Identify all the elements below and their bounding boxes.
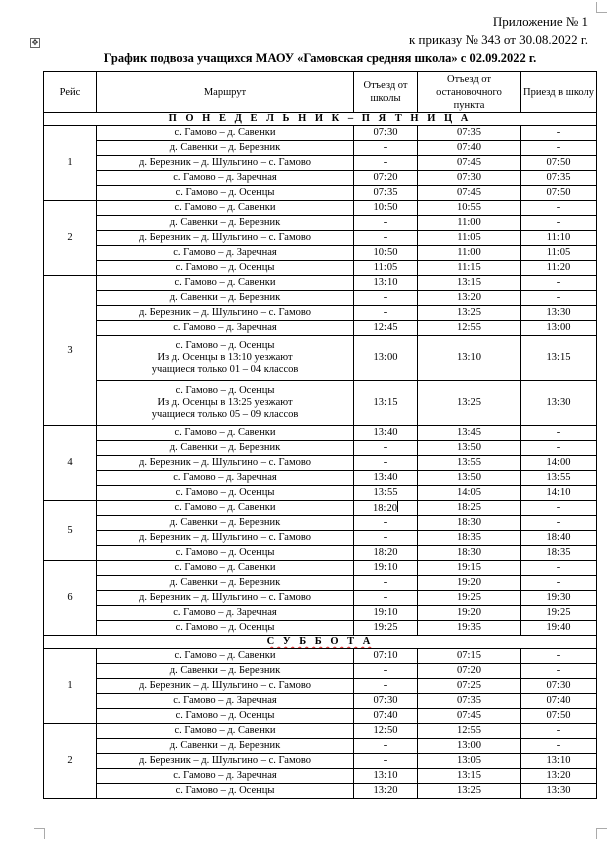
depart-school-cell[interactable]: 10:50 [354,246,418,261]
depart-stop-cell[interactable]: 07:25 [418,679,521,694]
depart-stop-cell[interactable]: 13:15 [418,276,521,291]
appendix-label: Приложение № 1 [492,14,588,29]
table-row [44,769,597,784]
table-row [44,171,597,186]
route-cell[interactable]: с. Гамово – д. Савенки [97,426,354,441]
route-cell[interactable]: с. Гамово – д. Осенцы [97,784,354,799]
depart-stop-cell[interactable]: 07:35 [418,126,521,141]
table-row [44,156,597,171]
arrive-school-cell[interactable]: 13:30 [521,381,597,426]
arrive-school-cell[interactable]: 07:35 [521,171,597,186]
arrive-school-cell[interactable]: - [521,561,597,576]
table-row [44,426,597,441]
depart-school-cell[interactable]: 13:40 [354,426,418,441]
depart-school-cell[interactable]: 07:40 [354,709,418,724]
depart-school-cell[interactable]: - [354,664,418,679]
route-cell[interactable]: с. Гамово – д. Осенцы [97,546,354,561]
depart-school-cell[interactable]: - [354,531,418,546]
table-row [44,739,597,754]
table-header-row [44,72,597,113]
route-cell[interactable]: д. Савенки – д. Березник [97,664,354,679]
table-row [44,141,597,156]
depart-school-cell[interactable]: 19:25 [354,621,418,636]
arrive-school-cell[interactable]: 07:30 [521,679,597,694]
route-cell[interactable] [97,381,354,426]
depart-stop-cell[interactable]: 07:40 [418,141,521,156]
arrive-school-cell[interactable]: 13:20 [521,769,597,784]
schedule-body [44,113,597,799]
section-label-text: С У Б Б О Т А [266,636,374,647]
trip-number-cell[interactable]: 2 [44,201,97,276]
arrive-school-cell[interactable]: 07:50 [521,186,597,201]
table-row [44,561,597,576]
depart-school-cell[interactable]: 07:30 [354,126,418,141]
depart-stop-cell[interactable]: 19:20 [418,576,521,591]
arrive-school-cell[interactable]: 07:40 [521,694,597,709]
route-cell[interactable]: д. Савенки – д. Березник [97,516,354,531]
depart-stop-cell[interactable]: 12:55 [418,724,521,739]
depart-school-cell[interactable]: - [354,754,418,769]
depart-school-cell[interactable]: - [354,456,418,471]
table-row [44,381,597,426]
route-cell[interactable]: с. Гамово – д. Заречная [97,694,354,709]
arrive-school-cell[interactable]: - [521,664,597,679]
depart-stop-cell[interactable]: 11:00 [418,246,521,261]
table-row [44,606,597,621]
table-row [44,679,597,694]
route-cell[interactable]: с. Гамово – д. Заречная [97,606,354,621]
depart-stop-cell[interactable]: 13:45 [418,426,521,441]
depart-stop-cell[interactable]: 07:35 [418,694,521,709]
trip-number-cell[interactable]: 2 [44,724,97,799]
route-cell[interactable]: д. Савенки – д. Березник [97,441,354,456]
route-cell[interactable]: д. Березник – д. Шульгино – с. Гамово [97,591,354,606]
table-row [44,186,597,201]
arrive-school-cell[interactable]: 13:30 [521,784,597,799]
table-row [44,664,597,679]
column-header-arrive-school[interactable]: Приезд в школу [521,72,597,113]
table-row [44,591,597,606]
column-header-depart-stop[interactable]: Отъезд от остановочного пункта [418,72,521,113]
route-text: с. Гамово – д. Осенцы [175,340,275,351]
route-cell[interactable]: д. Савенки – д. Березник [97,739,354,754]
depart-stop-cell[interactable]: 07:15 [418,649,521,664]
table-row [44,291,597,306]
depart-school-cell[interactable]: - [354,141,418,156]
trip-number-cell[interactable]: 6 [44,561,97,636]
depart-school-cell[interactable]: 18:20 [354,546,418,561]
depart-school-cell[interactable]: - [354,516,418,531]
depart-school-cell[interactable]: 19:10 [354,561,418,576]
arrive-school-cell[interactable]: 13:30 [521,306,597,321]
table-row [44,649,597,664]
text-cursor [397,501,398,512]
route-cell[interactable]: д. Березник – д. Шульгино – с. Гамово [97,231,354,246]
depart-school-cell[interactable]: - [354,306,418,321]
table-row [44,724,597,739]
section-row [44,636,597,649]
depart-school-cell[interactable]: 07:30 [354,694,418,709]
arrive-school-cell[interactable]: - [521,441,597,456]
route-cell[interactable]: с. Гамово – д. Савенки [97,201,354,216]
depart-school-cell[interactable]: 10:50 [354,201,418,216]
table-row [44,709,597,724]
route-note-text: учащиеся только 01 – 04 классов [151,364,299,375]
route-cell[interactable]: с. Гамово – д. Савенки [97,724,354,739]
cell-text: 18:20 [373,503,397,514]
depart-stop-cell[interactable]: 18:35 [418,531,521,546]
depart-school-cell[interactable]: 13:15 [354,381,418,426]
route-cell[interactable]: д. Савенки – д. Березник [97,291,354,306]
arrive-school-cell[interactable]: 19:40 [521,621,597,636]
arrive-school-cell[interactable]: 13:15 [521,336,597,381]
document-title: График подвоза учащихся МАОУ «Гамовская средняя школа» с 02.09.2022 г. [103,51,537,65]
depart-school-cell[interactable] [354,501,418,516]
arrive-school-cell[interactable]: - [521,576,597,591]
depart-stop-cell[interactable]: 11:05 [418,231,521,246]
depart-school-cell[interactable]: 07:20 [354,171,418,186]
arrive-school-cell[interactable]: - [521,141,597,156]
arrive-school-cell[interactable]: - [521,649,597,664]
route-cell[interactable]: д. Савенки – д. Березник [97,576,354,591]
table-row [44,321,597,336]
arrive-school-cell[interactable]: - [521,426,597,441]
depart-stop-cell[interactable]: 19:20 [418,606,521,621]
table-row [44,516,597,531]
order-reference: к приказу № 343 от 30.08.2022 г. [408,32,588,47]
crop-mark-top-right [596,2,607,13]
route-note-text: учащиеся только 05 – 09 классов [151,409,299,420]
route-cell[interactable]: д. Савенки – д. Березник [97,216,354,231]
trip-number-cell[interactable]: 5 [44,501,97,561]
table-row [44,441,597,456]
depart-school-cell[interactable]: - [354,156,418,171]
route-cell[interactable]: с. Гамово – д. Осенцы [97,621,354,636]
table-row [44,501,597,516]
depart-school-cell[interactable]: 13:00 [354,336,418,381]
depart-stop-cell[interactable]: 07:45 [418,186,521,201]
column-header-route[interactable]: Маршрут [97,72,354,113]
arrive-school-cell[interactable]: 13:00 [521,321,597,336]
depart-school-cell[interactable]: 13:10 [354,276,418,291]
depart-stop-cell[interactable]: 19:15 [418,561,521,576]
depart-stop-cell[interactable]: 13:25 [418,381,521,426]
route-cell[interactable]: с. Гамово – д. Заречная [97,769,354,784]
route-cell[interactable]: д. Березник – д. Шульгино – с. Гамово [97,456,354,471]
route-cell[interactable]: с. Гамово – д. Заречная [97,321,354,336]
arrive-school-cell[interactable]: - [521,291,597,306]
route-note-text: Из д. Осенцы в 13:25 уезжают [157,397,293,408]
depart-school-cell[interactable]: - [354,231,418,246]
section-row [44,113,597,126]
table-row [44,621,597,636]
trip-number-cell[interactable]: 4 [44,426,97,501]
depart-school-cell[interactable]: - [354,291,418,306]
table-row [44,486,597,501]
crop-mark-bottom-right [596,828,607,839]
arrive-school-cell[interactable]: 18:35 [521,546,597,561]
arrive-school-cell[interactable]: 11:20 [521,261,597,276]
depart-school-cell[interactable]: 12:45 [354,321,418,336]
depart-school-cell[interactable]: - [354,591,418,606]
route-cell[interactable]: д. Березник – д. Шульгино – с. Гамово [97,679,354,694]
depart-school-cell[interactable]: 12:50 [354,724,418,739]
table-row [44,576,597,591]
section-label[interactable] [44,636,597,649]
table-row [44,126,597,141]
route-cell[interactable]: с. Гамово – д. Заречная [97,471,354,486]
table-row [44,261,597,276]
depart-school-cell[interactable]: 07:10 [354,649,418,664]
depart-school-cell[interactable]: 13:20 [354,784,418,799]
arrive-school-cell[interactable]: - [521,739,597,754]
trip-number-cell[interactable]: 1 [44,126,97,201]
depart-stop-cell[interactable]: 13:55 [418,456,521,471]
depart-stop-cell[interactable]: 13:15 [418,769,521,784]
table-row [44,456,597,471]
depart-school-cell[interactable]: 13:10 [354,769,418,784]
depart-stop-cell[interactable]: 07:45 [418,709,521,724]
depart-school-cell[interactable]: - [354,441,418,456]
depart-stop-cell[interactable]: 13:50 [418,441,521,456]
route-cell[interactable]: с. Гамово – д. Савенки [97,276,354,291]
depart-stop-cell[interactable]: 12:55 [418,321,521,336]
arrive-school-cell[interactable]: - [521,216,597,231]
table-row [44,231,597,246]
route-cell[interactable]: д. Березник – д. Шульгино – с. Гамово [97,306,354,321]
depart-school-cell[interactable]: - [354,679,418,694]
route-cell[interactable]: д. Савенки – д. Березник [97,141,354,156]
depart-school-cell[interactable]: - [354,216,418,231]
depart-stop-cell[interactable]: 13:00 [418,739,521,754]
depart-stop-cell[interactable]: 18:30 [418,546,521,561]
table-row [44,276,597,291]
table-row [44,694,597,709]
route-note-text: Из д. Осенцы в 13:10 уезжают [157,352,293,363]
depart-stop-cell[interactable]: 11:15 [418,261,521,276]
depart-stop-cell[interactable]: 18:30 [418,516,521,531]
route-cell[interactable]: с. Гамово – д. Савенки [97,501,354,516]
arrive-school-cell[interactable]: 13:55 [521,471,597,486]
depart-school-cell[interactable]: 11:05 [354,261,418,276]
depart-school-cell[interactable]: 07:35 [354,186,418,201]
crop-mark-bottom-left [34,828,45,839]
trip-number-cell[interactable]: 3 [44,276,97,426]
table-row [44,336,597,381]
arrive-school-cell[interactable]: - [521,516,597,531]
depart-stop-cell[interactable]: 07:30 [418,171,521,186]
table-move-handle-icon[interactable]: ✥ [31,38,39,47]
arrive-school-cell[interactable]: 11:05 [521,246,597,261]
arrive-school-cell[interactable]: 18:40 [521,531,597,546]
depart-school-cell[interactable]: - [354,739,418,754]
trip-number-cell[interactable]: 1 [44,649,97,724]
arrive-school-cell[interactable]: - [521,724,597,739]
arrive-school-cell[interactable]: 19:30 [521,591,597,606]
column-header-reys[interactable]: Рейс [44,72,97,113]
section-label-text: П О Н Е Д Е Л Ь Н И К – П Я Т Н И Ц А [168,113,472,124]
depart-stop-cell[interactable]: 18:25 [418,501,521,516]
depart-stop-cell[interactable]: 13:20 [418,291,521,306]
depart-stop-cell[interactable]: 07:20 [418,664,521,679]
schedule-table [43,71,597,799]
depart-stop-cell[interactable]: 13:25 [418,306,521,321]
arrive-school-cell[interactable]: 07:50 [521,709,597,724]
route-cell[interactable]: с. Гамово – д. Осенцы [97,261,354,276]
route-cell[interactable]: с. Гамово – д. Савенки [97,126,354,141]
depart-stop-cell[interactable]: 13:50 [418,471,521,486]
depart-stop-cell[interactable]: 13:05 [418,754,521,769]
depart-stop-cell[interactable]: 11:00 [418,216,521,231]
route-cell[interactable]: д. Березник – д. Шульгино – с. Гамово [97,754,354,769]
route-cell[interactable]: с. Гамово – д. Осенцы [97,186,354,201]
depart-school-cell[interactable]: 13:40 [354,471,418,486]
depart-stop-cell[interactable]: 19:25 [418,591,521,606]
route-cell[interactable] [97,336,354,381]
column-header-depart-school[interactable]: Отъезд от школы [354,72,418,113]
route-cell[interactable]: д. Березник – д. Шульгино – с. Гамово [97,156,354,171]
depart-stop-cell[interactable]: 07:45 [418,156,521,171]
depart-stop-cell[interactable]: 13:25 [418,784,521,799]
route-cell[interactable]: с. Гамово – д. Заречная [97,171,354,186]
route-text: с. Гамово – д. Осенцы [175,385,275,396]
arrive-school-cell[interactable]: - [521,126,597,141]
table-row [44,246,597,261]
depart-school-cell[interactable]: 19:10 [354,606,418,621]
route-cell[interactable]: с. Гамово – д. Осенцы [97,486,354,501]
table-row [44,784,597,799]
depart-stop-cell[interactable]: 14:05 [418,486,521,501]
arrive-school-cell[interactable]: - [521,201,597,216]
arrive-school-cell[interactable]: 19:25 [521,606,597,621]
section-label[interactable] [44,113,597,126]
depart-stop-cell[interactable]: 13:10 [418,336,521,381]
arrive-school-cell[interactable]: - [521,276,597,291]
table-row [44,754,597,769]
depart-stop-cell[interactable]: 19:35 [418,621,521,636]
depart-stop-cell[interactable]: 10:55 [418,201,521,216]
arrive-school-cell[interactable]: 11:10 [521,231,597,246]
arrive-school-cell[interactable]: 14:10 [521,486,597,501]
route-cell[interactable]: с. Гамово – д. Заречная [97,246,354,261]
table-row [44,471,597,486]
arrive-school-cell[interactable]: 13:10 [521,754,597,769]
route-cell[interactable]: с. Гамово – д. Савенки [97,649,354,664]
depart-school-cell[interactable]: 13:55 [354,486,418,501]
route-cell[interactable]: д. Березник – д. Шульгино – с. Гамово [97,531,354,546]
table-row [44,216,597,231]
route-cell[interactable]: с. Гамово – д. Осенцы [97,709,354,724]
table-row [44,201,597,216]
route-cell[interactable]: с. Гамово – д. Савенки [97,561,354,576]
arrive-school-cell[interactable]: 07:50 [521,156,597,171]
table-row [44,531,597,546]
arrive-school-cell[interactable]: 14:00 [521,456,597,471]
table-row [44,306,597,321]
depart-school-cell[interactable]: - [354,576,418,591]
arrive-school-cell[interactable]: - [521,501,597,516]
table-row [44,546,597,561]
